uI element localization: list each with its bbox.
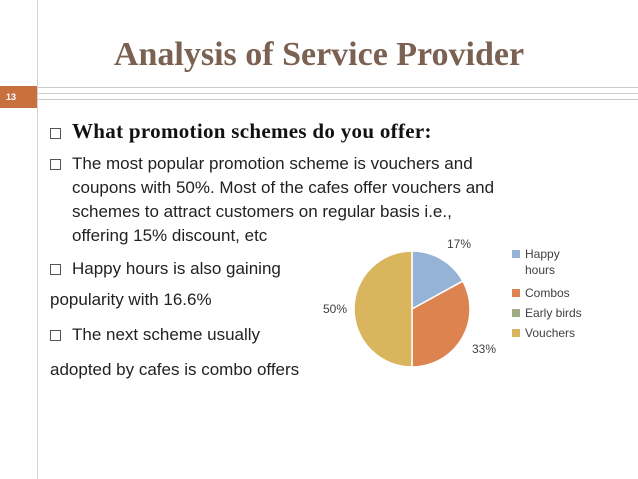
data-label-vouchers: 50%: [322, 302, 348, 316]
bullet-1-line-4: offering 15% discount, etc: [72, 226, 268, 245]
pie-slice-vouchers: [354, 251, 412, 367]
bullet-1-line-1: The most popular promotion scheme is vouchers and: [72, 154, 473, 173]
data-label-happy-hours: 17%: [446, 237, 472, 251]
data-label-combos: 33%: [471, 342, 497, 356]
legend-swatch-happy-hours: [512, 250, 520, 258]
bullet-1-line-3: schemes to attract customers on regular basis i.e.,: [72, 202, 452, 221]
slide-title: Analysis of Service Provider: [113, 36, 525, 73]
legend-swatch-vouchers: [512, 329, 520, 337]
bullet-3-continuation: adopted by cafes is combo offers: [50, 360, 300, 379]
legend-label-vouchers: Vouchers: [525, 326, 576, 340]
legend-label-early-birds: Early birds: [525, 306, 582, 320]
bullet-3: The next scheme usually: [72, 325, 261, 344]
slide-number: 13: [0, 86, 37, 108]
bullet-2: Happy hours is also gaining: [72, 259, 281, 278]
section-heading: What promotion schemes do you offer:: [72, 119, 432, 143]
bullet-2-continuation: popularity with 16.6%: [50, 290, 212, 309]
legend-label-happy-hours: Happy: [525, 247, 560, 261]
legend-swatch-combos: [512, 289, 520, 297]
legend-label-happy-hours: hours: [525, 263, 556, 277]
legend-label-combos: Combos: [525, 286, 570, 300]
legend-swatch-early-birds: [512, 309, 520, 317]
bullet-1-line-2: coupons with 50%. Most of the cafes offer vouchers and: [72, 178, 495, 197]
